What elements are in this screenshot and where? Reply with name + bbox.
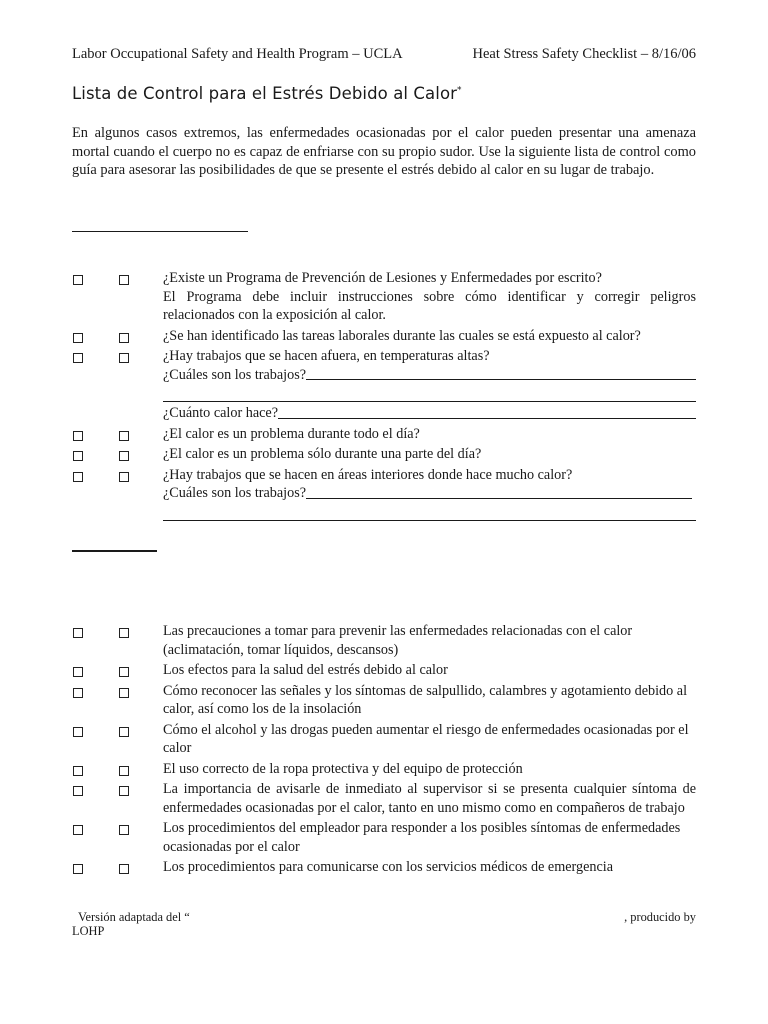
item-text: Cómo el alcohol y las drogas pueden aumentar el riesgo de enfermedades ocasionadas por el calor: [163, 721, 689, 756]
checklist-item: [72, 780, 696, 817]
checkbox-yes[interactable]: [73, 864, 83, 874]
answer-prompt: ¿Cuáles son los trabajos?: [163, 366, 307, 383]
checkbox-no[interactable]: [119, 766, 129, 776]
checkbox-yes[interactable]: [73, 451, 83, 461]
item-text: Las precauciones a tomar para prevenir las enfermedades relacionadas con el calor (aclimatación, tomar líquidos, descansos): [163, 623, 633, 658]
checkbox-no[interactable]: [119, 275, 129, 285]
title-footnote-mark: *: [457, 85, 462, 96]
page-title: [72, 84, 462, 103]
item-text: Los procedimientos para comunicarse con los servicios médicos de emergencia: [163, 859, 614, 875]
checkbox-no[interactable]: [119, 688, 129, 698]
checklist-item: [72, 327, 696, 346]
item-question: ¿Existe un Programa de Prevención de Lesiones y Enfermedades por escrito?: [163, 270, 602, 286]
answer-line: [163, 484, 696, 503]
footer-source: LOHP: [72, 924, 105, 938]
section2-heading-rule: [72, 550, 157, 552]
checkbox-yes[interactable]: [73, 333, 83, 343]
answer-blank[interactable]: [278, 404, 696, 419]
checkbox-yes[interactable]: [73, 688, 83, 698]
checkbox-no[interactable]: [119, 786, 129, 796]
answer-prompt: ¿Cuáles son los trabajos?: [163, 485, 307, 501]
section1-checklist: [72, 269, 696, 523]
item-question: ¿El calor es un problema durante todo el día?: [163, 425, 420, 442]
checklist-item: [72, 466, 696, 521]
checkbox-yes[interactable]: [73, 472, 83, 482]
checkbox-yes[interactable]: [73, 727, 83, 737]
checkbox-yes[interactable]: [73, 353, 83, 363]
item-question: ¿Se han identificado las tareas laborales durante las cuales se está expuesto al calor?: [163, 327, 641, 344]
item-text: El uso correcto de la ropa protectiva y del equipo de protección: [163, 760, 523, 777]
checkbox-yes[interactable]: [73, 628, 83, 638]
checklist-item: [72, 445, 696, 464]
checklist-item: [72, 819, 696, 856]
footer-note-end: , producido by: [624, 910, 696, 924]
checklist-item: [72, 858, 696, 877]
checkbox-yes[interactable]: [73, 766, 83, 776]
item-text: Los efectos para la salud del estrés debido al calor: [163, 662, 448, 678]
answer-blank[interactable]: [306, 366, 696, 381]
checklist-item: [72, 760, 696, 779]
checkbox-yes[interactable]: [73, 825, 83, 835]
checkbox-no[interactable]: [119, 472, 129, 482]
footer-note: Versión adaptada del “: [72, 910, 190, 924]
header-organization: Labor Occupational Safety and Health Program – UCLA: [72, 46, 403, 62]
checklist-item: [72, 661, 696, 680]
answer-blank[interactable]: [306, 484, 692, 499]
checkbox-no[interactable]: [119, 825, 129, 835]
intro-paragraph: En algunos casos extremos, las enfermedades ocasionadas por el calor pueden presentar una amenaza mortal cuando el cuerpo no es capaz de enfriarse con su propio sudor. Use la siguiente lista de control como guía para asesorar las posibilidades de que se presente el estrés debido al calor en su lugar de trabajo.: [72, 125, 696, 179]
page-footer: [72, 910, 696, 938]
item-question: ¿Hay trabajos que se hacen afuera, en temperaturas altas?: [163, 348, 490, 364]
checkbox-yes[interactable]: [73, 667, 83, 677]
checkbox-no[interactable]: [119, 451, 129, 461]
checklist-item: [72, 682, 696, 719]
answer-blank-extra[interactable]: [163, 505, 696, 521]
checklist-item: [72, 347, 696, 423]
answer-blank-extra[interactable]: [163, 386, 696, 402]
header-document-info: Heat Stress Safety Checklist – 8/16/06: [472, 46, 696, 62]
checkbox-no[interactable]: [119, 667, 129, 677]
checklist-item: [72, 425, 696, 444]
answer-line: [163, 366, 696, 385]
checkbox-no[interactable]: [119, 353, 129, 363]
checklist-item: [72, 622, 696, 659]
answer-line: [163, 404, 696, 423]
section1-heading-rule: [72, 231, 248, 232]
checkbox-yes[interactable]: [73, 431, 83, 441]
checkbox-no[interactable]: [119, 727, 129, 737]
item-question: ¿Hay trabajos que se hacen en áreas interiores donde hace mucho calor?: [163, 466, 573, 483]
answer-prompt: ¿Cuánto calor hace?: [163, 405, 279, 421]
checkbox-yes[interactable]: [73, 786, 83, 796]
checklist-item: [72, 269, 696, 325]
item-text: Los procedimientos del empleador para responder a los posibles síntomas de enfermedades ocasionadas por el calor: [163, 820, 681, 855]
item-detail: El Programa debe incluir instrucciones sobre cómo identificar y corregir peligros relacionados con la exposición al calor.: [163, 288, 696, 323]
item-text: Cómo reconocer las señales y los síntomas de salpullido, calambres y agotamiento debido al calor, así como los de la insolación: [163, 682, 688, 717]
checkbox-no[interactable]: [119, 628, 129, 638]
title-text: Lista de Control para el Estrés Debido al Calor: [72, 84, 458, 103]
checkbox-no[interactable]: [119, 864, 129, 874]
item-question: ¿El calor es un problema sólo durante una parte del día?: [163, 446, 482, 462]
item-text: La importancia de avisarle de inmediato al supervisor si se presenta cualquier síntoma de enfermedades ocasionadas por el calor, tanto en uno mismo como en compañeros de trabajo: [163, 781, 696, 816]
checkbox-no[interactable]: [119, 333, 129, 343]
section2-checklist: [72, 622, 696, 879]
checkbox-no[interactable]: [119, 431, 129, 441]
checkbox-yes[interactable]: [73, 275, 83, 285]
checklist-item: [72, 721, 696, 758]
